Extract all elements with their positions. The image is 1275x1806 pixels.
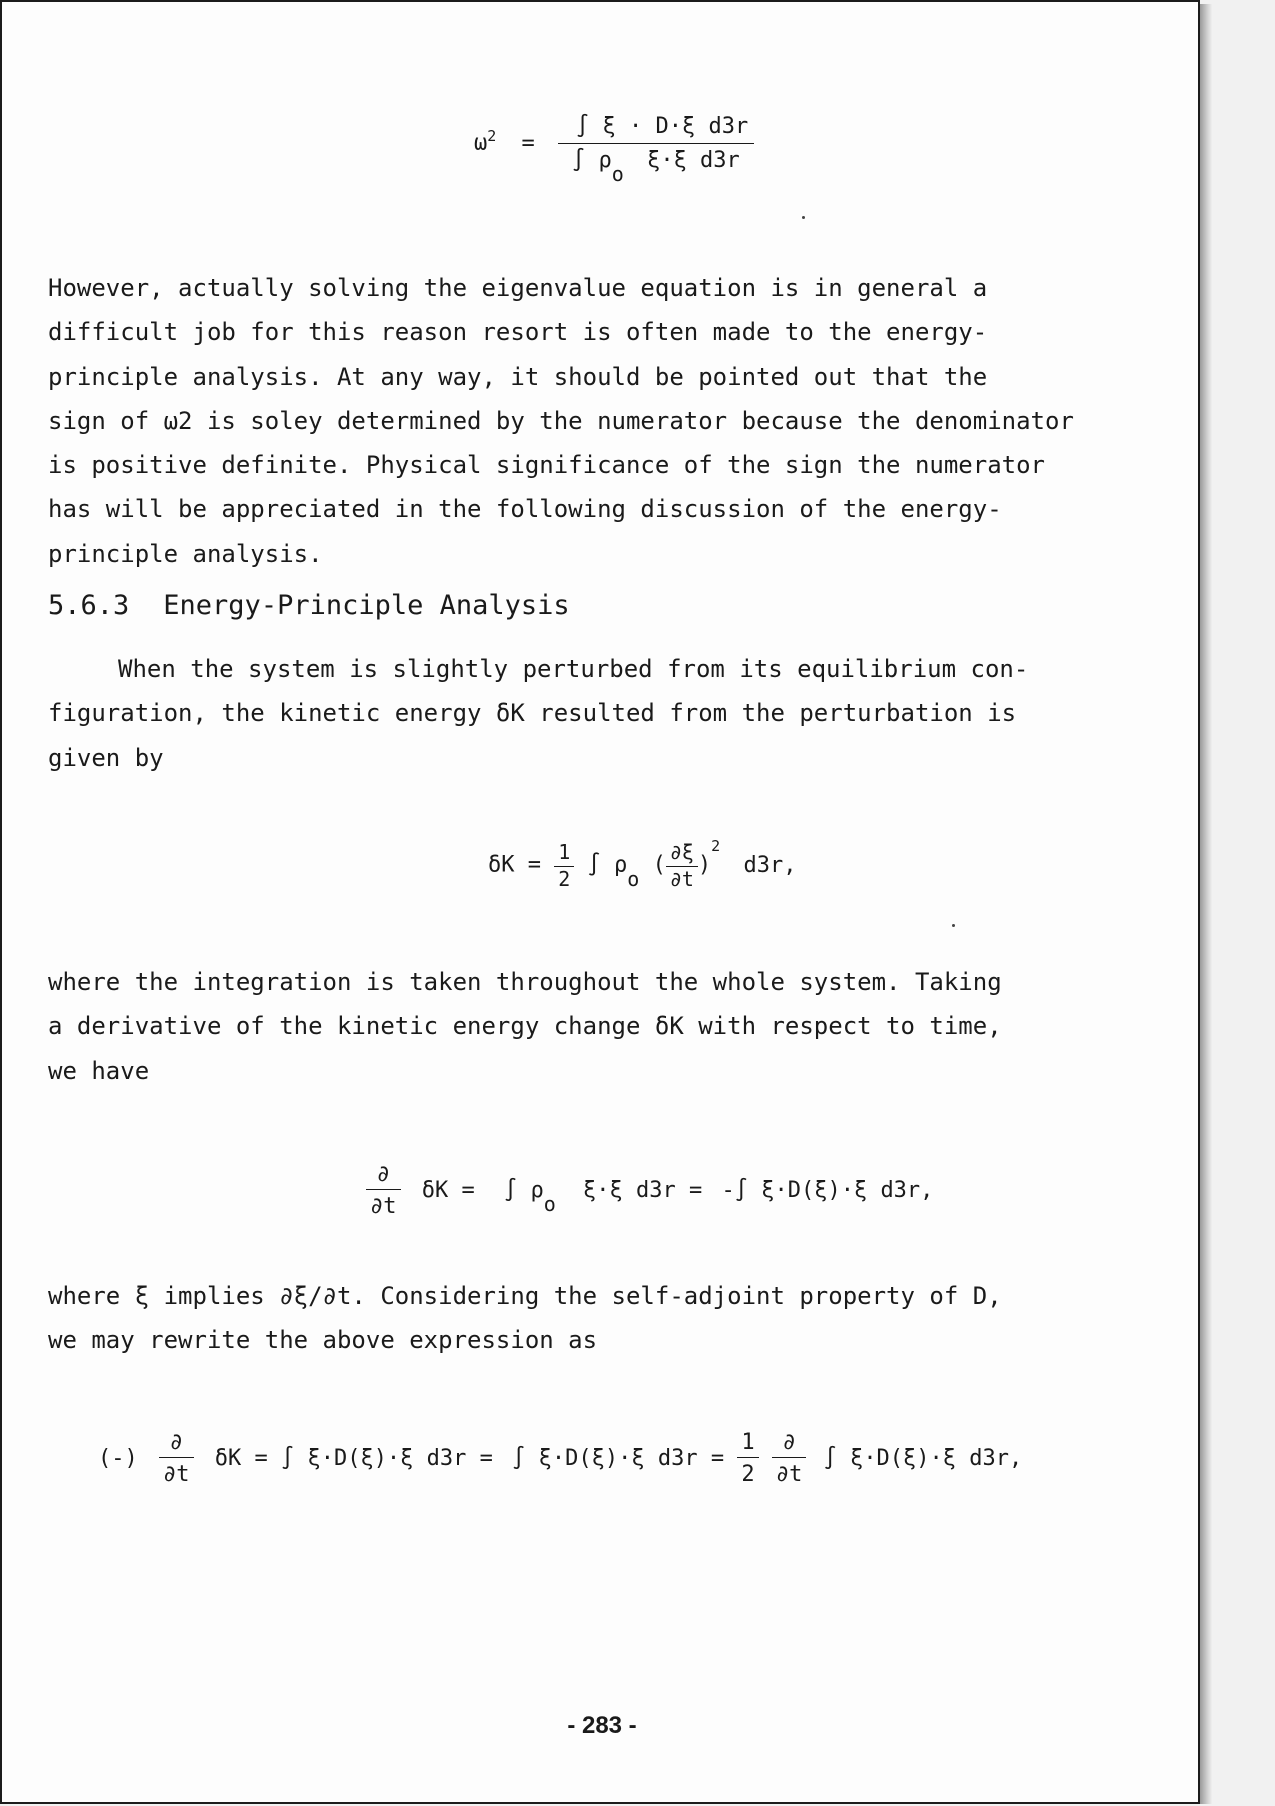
equation-rewrite-denominator: ∂t <box>163 1462 190 1487</box>
equation-omega-fraction <box>558 114 754 186</box>
paragraph-integration: where the integration is taken throughout the whole system. Taking a derivative of the kinetic energy change δK with respect to time, we have <box>48 968 1002 1085</box>
equation-derivative-operator <box>366 1162 401 1219</box>
equation-derivative-mid: δK = <box>421 1177 475 1203</box>
equation-rewrite-numerator: ∂ <box>159 1430 194 1458</box>
equation-kinetic-derivative-denominator: ∂t <box>669 867 694 891</box>
equation-kinetic-power: 2 <box>711 837 721 856</box>
equation-rewrite-time-denominator: ∂t <box>775 1462 803 1487</box>
equation-kinetic-lhs: δK = <box>488 852 541 878</box>
equation-kinetic-paren-open: ( <box>652 852 666 878</box>
scan-speck <box>952 924 955 927</box>
equation-omega-numerator: ∫ ξ · D·ξ d3r <box>558 114 754 144</box>
equation-kinetic-energy <box>488 837 797 891</box>
equation-kinetic-integral: ∫ ρ <box>587 852 628 878</box>
equation-rewrite-half-denominator: 2 <box>741 1462 755 1487</box>
equation-kinetic-subscript: o <box>627 866 640 891</box>
equation-kinetic-tail: d3r, <box>743 852 797 878</box>
equation-rewrite-term1: δK = ∫ ξ·D(ξ)·ξ d3r = <box>214 1445 493 1471</box>
section-number: 5.6.3 <box>48 590 130 621</box>
equation-kinetic-paren-close: ) <box>697 852 712 878</box>
equation-omega-lhs: ω <box>474 130 488 156</box>
equation-rewrite-prefix: (-) <box>98 1445 138 1471</box>
equation-kinetic-time-derivative <box>666 840 698 891</box>
page-edge-shadow <box>1200 4 1212 1804</box>
equation-kinetic-derivative <box>366 1162 933 1219</box>
equation-rewrite-half-numerator: 1 <box>737 1430 758 1458</box>
scan-speck <box>802 216 805 219</box>
paragraph-self-adjoint: where ξ implies ∂ξ/∂t. Considering the self-adjoint property of D, we may rewrite the above expression as <box>48 1282 1002 1355</box>
equation-rewrite-time-operator <box>772 1430 807 1487</box>
equation-rewrite-term2: ∫ ξ·D(ξ)·ξ d3r = <box>512 1445 725 1471</box>
equation-derivative-term1: ξ·ξ d3r = <box>583 1177 703 1203</box>
equation-derivative-term2: -∫ ξ·D(ξ)·ξ d3r, <box>721 1177 934 1203</box>
equation-derivative-numerator: ∂ <box>366 1162 401 1190</box>
equation-kinetic-half-numerator: 1 <box>554 840 574 867</box>
equation-omega-denominator-term: ξ·ξ d3r <box>647 148 740 173</box>
section-heading <box>48 590 570 621</box>
equation-rewrite-term3: ∫ ξ·D(ξ)·ξ d3r, <box>823 1445 1023 1471</box>
equation-derivative-subscript: o <box>543 1191 556 1216</box>
equation-derivative-denominator: ∂t <box>370 1194 397 1219</box>
equation-omega-denominator <box>558 144 754 186</box>
paragraph-eigenvalue: However, actually solving the eigenvalue equation is in general a difficult job for this reason resort is often made to the energy- principle analysis. At any way, it should be pointed out that the sign of ω2 is soley determined by the numerator because the denominator is positive definite. Physical significance of the sign the numerator has will be appreciated in the following discussion of the energy- principle analysis. <box>48 274 1074 568</box>
page-number: - 283 - <box>567 1712 637 1739</box>
equation-derivative-integral: ∫ ρ <box>503 1177 544 1203</box>
equation-omega-denominator-integral: ∫ ρ <box>572 148 612 173</box>
equation-kinetic-half <box>554 840 574 891</box>
paragraph-perturbation: When the system is slightly perturbed from its equilibrium con- figuration, the kinetic energy δK resulted from the perturbation is given by <box>48 655 1029 772</box>
equation-omega-equals: = <box>521 130 535 156</box>
equation-kinetic-derivative-numerator: ∂ξ <box>666 840 698 867</box>
equation-rewrite-operator <box>159 1430 194 1487</box>
equation-rewritten <box>98 1430 1022 1487</box>
equation-omega-exponent: 2 <box>487 127 497 146</box>
equation-rewrite-half <box>737 1430 758 1487</box>
section-title: Energy-Principle Analysis <box>163 590 570 621</box>
equation-omega-denominator-subscript: o <box>611 162 624 186</box>
equation-rewrite-time-numerator: ∂ <box>772 1430 807 1458</box>
equation-kinetic-half-denominator: 2 <box>558 867 571 891</box>
equation-omega-squared <box>474 114 754 186</box>
